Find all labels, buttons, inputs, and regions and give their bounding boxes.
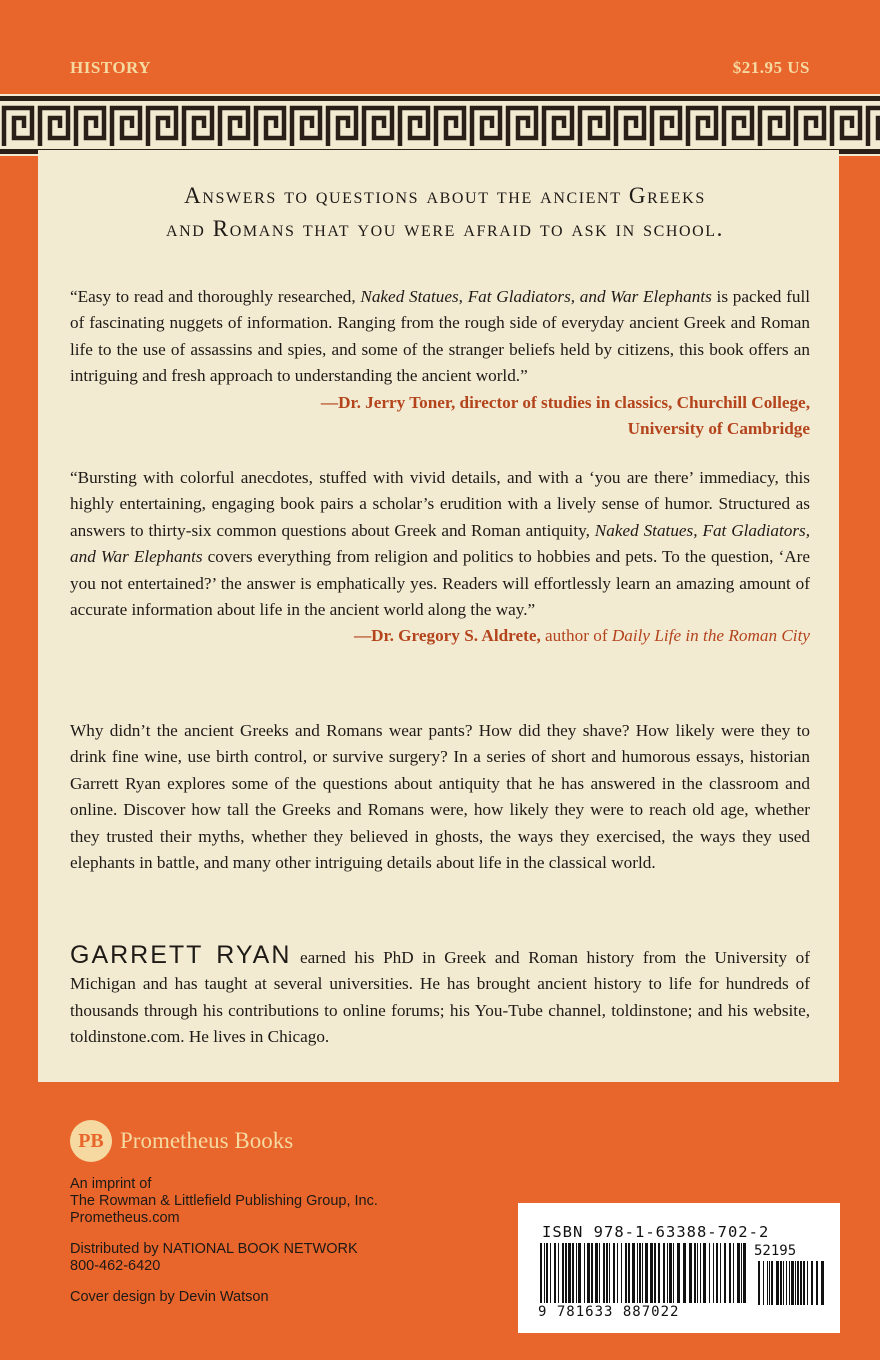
attribution-role: author of xyxy=(540,626,612,646)
book-title: Naked Statues, Fat Gladiators, and War Elephants xyxy=(360,287,712,306)
isbn-barcode xyxy=(518,1203,840,1333)
attribution-name: —Dr. Jerry Toner, xyxy=(320,392,456,412)
book-title: Naked Statues, Fat Gladiators, and War Elephants xyxy=(70,520,810,567)
quote-text: is packed full of fascinating nuggets of information. Ranging from the rough side of everyday ancient Greek and Roman life to the use of assassins and spies, and some of the stranger beliefs held by citizens, this book offers an intriguing and fresh approach to understanding the ancient world.” xyxy=(70,287,810,386)
attribution-role: director of studies in classics, xyxy=(455,392,673,412)
prometheus-logo-icon: PB xyxy=(70,1120,112,1162)
author-bio xyxy=(70,942,810,1051)
attribution-place: Churchill College, xyxy=(672,392,810,412)
book-description: Why didn’t the ancient Greeks and Romans wear pants? How did they shave? How likely were they to drink fine wine, use birth control, or survive surgery? In a series of short and humorous essays, historian Garrett Ryan explores some of the questions about antiquity that he has answered in the classroom and online. Discover how tall the Greeks and Romans were, how likely they were to reach old age, whether they trusted their myths, whether they believed in ghosts, the ways they exercised, the ways they used elephants in battle, and many other intriguing details about life in the classical world. xyxy=(70,721,810,873)
isbn-number: ISBN 978-1-63388-702-2 xyxy=(542,1223,770,1241)
quote-text: covers everything from religion and politics to hobbies and pets. To the question, ‘Are you not entertained?’ the answer is emphatically yes. Readers will effortlessly learn an amazing amount of accurate information about life in the ancient world along the way.” xyxy=(70,547,811,620)
barcode-digits: 9 781633 887022 xyxy=(538,1304,680,1320)
endorsement-quote-toner xyxy=(70,284,810,442)
attribution-institution: University of Cambridge xyxy=(627,419,810,439)
publisher-name: Prometheus Books xyxy=(120,1128,294,1153)
cover-design-credit: Cover design by Devin Watson xyxy=(70,1289,269,1305)
attribution-book: Daily Life in the Roman City xyxy=(611,626,810,646)
publisher-logo xyxy=(70,1120,378,1162)
distributor-line: Distributed by NATIONAL BOOK NETWORK xyxy=(70,1241,358,1257)
quote-text: “Bursting with colorful anecdotes, stuffed with vivid details, and with a ‘you are there’ immediacy, this highly entertaining, engaging book pairs a scholar’s erudition with a lively sense of humor. Structured as answers to thirty-six common questions about Greek and Roman antiquity, xyxy=(70,468,810,540)
barcode-price-code: 52195 xyxy=(754,1243,797,1259)
category-label: HISTORY xyxy=(70,58,152,77)
attribution-name: —Dr. Gregory S. Aldrete, xyxy=(353,626,541,646)
publishing-group: The Rowman & Littlefield Publishing Group, Inc. xyxy=(70,1193,378,1209)
greek-key-border xyxy=(0,94,880,156)
author-bio-text: earned his PhD in Greek and Roman history from the University of Michigan and has taught at several universities. He has brought ancient history to life for hundreds of thousands through his contributions to online forums; his You-Tube channel, toldinstone; and his website, toldinstone.com. He lives in Chicago. xyxy=(70,948,810,1047)
quote-text: “Easy to read and thoroughly researched, xyxy=(70,287,361,306)
quote-attribution xyxy=(321,390,810,416)
publisher-info xyxy=(70,1120,378,1306)
imprint-line: An imprint of xyxy=(70,1176,152,1192)
distributor-phone: 800-462-6420 xyxy=(70,1258,161,1274)
tagline-line-2: and Romans that you were afraid to ask in school. xyxy=(165,216,725,241)
price-label: $21.95 US xyxy=(732,58,810,77)
publisher-website: Prometheus.com xyxy=(70,1210,180,1226)
quote-attribution xyxy=(70,623,810,649)
endorsement-quote-aldrete xyxy=(70,465,810,650)
author-name: GARRETT RYAN xyxy=(70,941,292,969)
tagline-line-1: Answers to questions about the ancient Greeks xyxy=(184,183,706,208)
